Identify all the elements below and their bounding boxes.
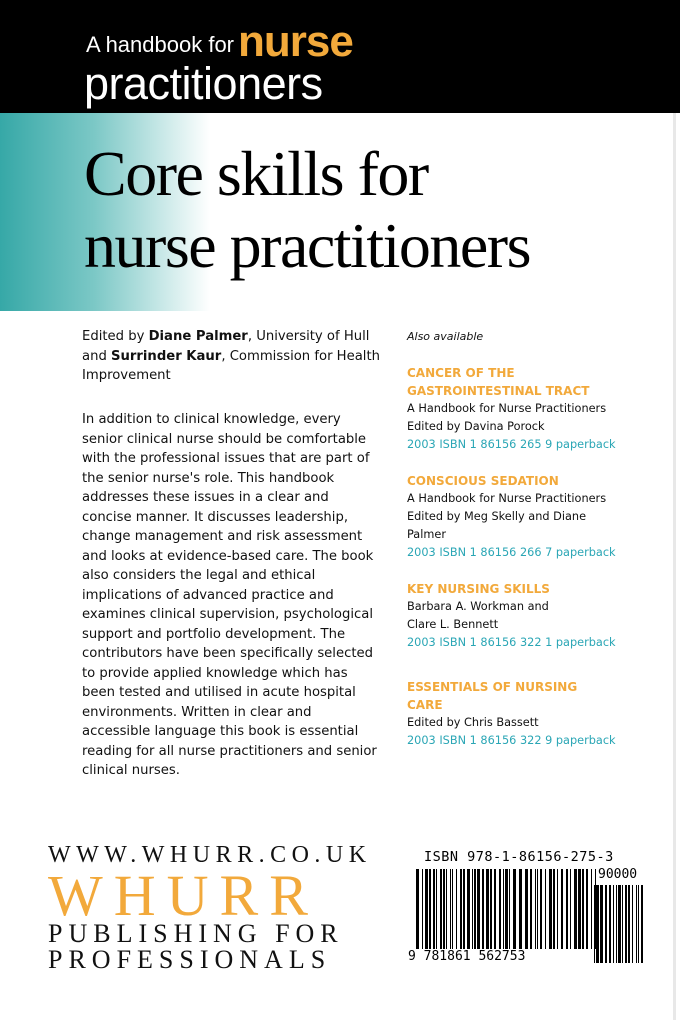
barcode-isbn: ISBN 978-1-86156-275-3 <box>424 849 614 865</box>
series-title-line2: practitioners <box>84 58 323 109</box>
barcode-bar <box>472 869 473 949</box>
barcode-bar <box>570 869 571 949</box>
related-book-title-line: CONSCIOUS SEDATION <box>407 474 559 488</box>
barcode-bar <box>490 869 492 949</box>
editor1-name: Diane Palmer <box>148 329 248 344</box>
barcode-bar <box>443 869 445 949</box>
editor2-affiliation: , Commission for Health Improvement <box>82 348 380 383</box>
related-book-isbn: 2003 ISBN 1 86156 265 9 paperback <box>407 438 616 451</box>
related-book-title-line: ESSENTIALS OF NURSING <box>407 680 578 694</box>
barcode-bar <box>416 869 419 949</box>
barcode-bar <box>605 885 607 963</box>
publisher-logo: WHURR <box>48 863 319 928</box>
book-description: In addition to clinical knowledge, every senior clinical nurse should be comfortable with the professional issues that are part of the senior nurse's role. This handbook addresses these issues in a clear and concise manner. It discusses leadership, change management and risk assessment and looks at evidence-based care. The book also considers the legal and ethical implications of advanced practice and examines clinical supervision, psychological support and portfolio development. The contributors have been specifically selected to provide applied knowledge which has been tested and utilised in acute hospital environments. Written in clear and accessible language this book is essential reading for all nurse practitioners and senior clinical nurses. <box>82 412 377 778</box>
barcode-bar <box>632 885 633 963</box>
related-book-line: Palmer <box>407 528 446 541</box>
book-title-line2: nurse practitioners <box>84 210 530 281</box>
barcode-bar <box>474 869 476 949</box>
barcode-bar <box>582 869 584 949</box>
barcode-bar <box>433 869 435 949</box>
barcode-bar <box>477 869 480 949</box>
editor1-affiliation: , University of Hull <box>247 329 370 344</box>
related-book-line: A Handbook for Nurse Practitioners <box>407 402 607 415</box>
related-book-title <box>407 364 637 400</box>
barcode-bar <box>456 869 457 949</box>
related-book-title-line: KEY NURSING SKILLS <box>407 582 550 596</box>
series-prefix: A handbook for <box>86 32 235 57</box>
barcode-bar <box>494 869 496 949</box>
page-edge <box>673 113 676 1020</box>
related-book <box>407 472 637 562</box>
editors-credit <box>82 327 382 386</box>
barcode-bar <box>429 869 431 949</box>
related-book-title <box>407 678 637 714</box>
barcode-bar <box>553 869 555 949</box>
related-book <box>407 364 637 454</box>
barcode-bar <box>519 869 522 949</box>
barcode-bar <box>535 869 536 949</box>
barcode-bar <box>574 869 577 949</box>
barcode-bar <box>503 869 504 949</box>
related-book-title <box>407 580 637 598</box>
barcode-bar <box>450 869 451 949</box>
barcode-bar <box>436 869 437 949</box>
publisher-tagline-2: PROFESSIONALS <box>48 945 332 974</box>
barcode-bar <box>618 885 621 963</box>
barcode-bar <box>509 869 510 949</box>
related-book-line: Edited by Meg Skelly and Diane <box>407 510 587 523</box>
barcode-bar <box>586 869 588 949</box>
barcode-bar <box>513 869 516 949</box>
related-book-title-line: CARE <box>407 698 443 712</box>
barcode-bar <box>452 869 453 949</box>
barcode-bar <box>591 869 592 949</box>
barcode-bar <box>440 869 442 949</box>
barcode-bar <box>616 885 617 963</box>
barcode-bar <box>422 869 423 949</box>
related-book-isbn: 2003 ISBN 1 86156 322 9 paperback <box>407 734 616 747</box>
barcode-bar <box>638 885 639 963</box>
barcode-bar <box>537 869 538 949</box>
barcode-bar <box>641 885 643 963</box>
related-book-title-line: GASTROINTESTINAL TRACT <box>407 384 590 398</box>
barcode-bar <box>622 885 623 963</box>
barcode-bar <box>596 885 599 963</box>
series-banner <box>0 0 680 113</box>
related-book-isbn: 2003 ISBN 1 86156 266 7 paperback <box>407 546 616 559</box>
barcode-addon-bars <box>594 885 644 963</box>
book-title-line1: Core skills for <box>84 138 428 209</box>
barcode-bar <box>566 869 568 949</box>
barcode-bar <box>460 869 462 949</box>
barcode-bar <box>613 885 614 963</box>
related-book-isbn: 2003 ISBN 1 86156 322 1 paperback <box>407 636 616 649</box>
barcode-bar <box>549 869 552 949</box>
barcode-bar <box>561 869 563 949</box>
barcode-bar <box>505 869 508 949</box>
barcode-bar <box>594 885 595 963</box>
related-book <box>407 678 637 750</box>
editor2-name: Surrinder Kaur <box>111 348 222 364</box>
related-book-line: Clare L. Bennett <box>407 618 499 631</box>
related-book-title <box>407 472 637 490</box>
related-book-title-line: CANCER OF THE <box>407 366 515 380</box>
related-book-line: Barbara A. Workman and <box>407 600 549 613</box>
barcode-bar <box>446 869 447 949</box>
barcode-addon-digits: 90000 <box>598 867 638 882</box>
publisher-tagline-1: PUBLISHING FOR <box>48 919 344 948</box>
barcode-bar <box>463 869 465 949</box>
barcode-bar <box>482 869 484 949</box>
barcode-bar <box>636 885 637 963</box>
barcode-bar <box>557 869 558 949</box>
barcode-bar <box>540 869 542 949</box>
barcode-digits: 9 781861 562753 <box>408 949 526 964</box>
book-title <box>84 138 664 282</box>
related-book-line: Edited by Chris Bassett <box>407 716 539 729</box>
barcode-bar <box>467 869 470 949</box>
series-highlight: nurse <box>238 17 353 66</box>
barcode-bar <box>600 885 603 963</box>
barcode-bar <box>578 869 581 949</box>
barcode-bar <box>530 869 532 949</box>
related-book <box>407 580 637 652</box>
barcode-bar <box>525 869 528 949</box>
barcode-bar <box>545 869 546 949</box>
and-label: and <box>82 348 107 364</box>
publisher-url: WWW.WHURR.CO.UK <box>48 842 372 868</box>
related-book-line: Edited by Davina Porock <box>407 420 545 433</box>
barcode-bar <box>625 885 627 963</box>
related-book-line: A Handbook for Nurse Practitioners <box>407 492 607 505</box>
barcode-bar <box>628 885 630 963</box>
barcode-bar <box>499 869 501 949</box>
barcode-bar <box>425 869 428 949</box>
edited-by-label: Edited by <box>82 329 145 344</box>
also-available-heading: Also available <box>407 330 484 343</box>
barcode <box>408 849 648 969</box>
barcode-bar <box>609 885 611 963</box>
barcode-bars <box>416 869 596 949</box>
barcode-bar <box>486 869 489 949</box>
